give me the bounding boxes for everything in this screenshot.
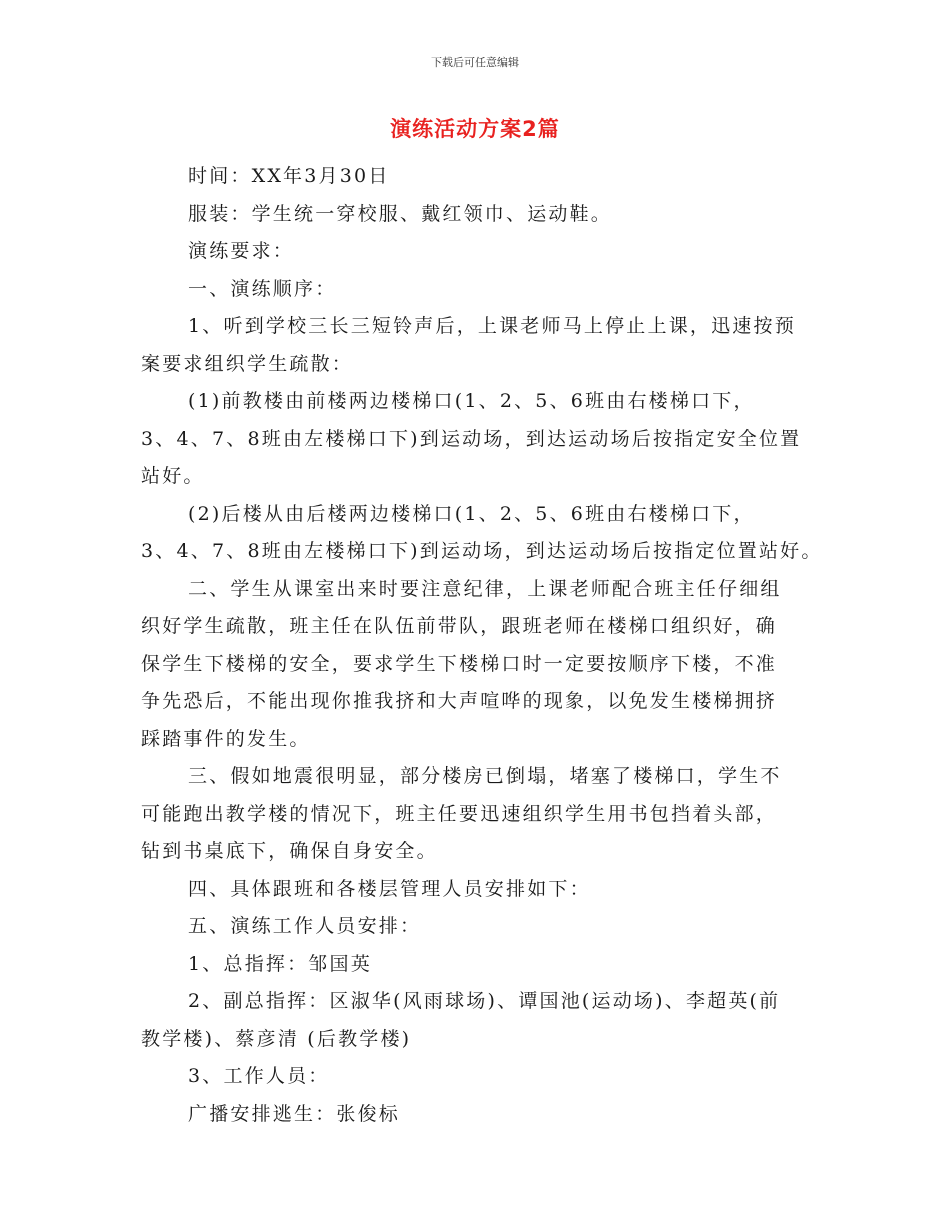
body-text-line: 1、总指挥：邹国英 — [188, 952, 372, 975]
body-text-line: 教学楼)、蔡彦清 (后教学楼) — [141, 1027, 412, 1050]
body-text-line: 3、4、7、8班由左楼梯口下)到运动场，到达运动场后按指定安全位置 — [141, 427, 802, 450]
body-text-line: 站好。 — [141, 465, 205, 487]
body-text-line: 二、学生从课室出来时要注意纪律，上课老师配合班主任仔细组 — [188, 577, 782, 600]
body-text-line: 钻到书桌底下，确保自身安全。 — [141, 840, 438, 862]
body-text-line: 织好学生疏散，班主任在队伍前带队，跟班老师在楼梯口组织好，确 — [141, 615, 778, 637]
body-text-line: 2、副总指挥：区淑华(风雨球场)、谭国池(运动场)、李超英(前 — [188, 990, 781, 1012]
body-text-line: 可能跑出教学楼的情况下，班主任要迅速组织学生用书包挡着头部， — [141, 802, 778, 825]
body-text-line: 广播安排逃生：张俊标 — [188, 1102, 401, 1125]
document-body — [141, 158, 831, 1133]
body-text-line: (2)后楼从由后楼两边楼梯口(1、2、5、6班由右楼梯口下， — [188, 502, 755, 525]
body-text-line: 保学生下楼梯的安全，要求学生下楼梯口时一定要按顺序下楼，不准 — [141, 652, 778, 675]
body-text-line: 五、演练工作人员安排： — [188, 915, 422, 937]
body-text-line: 踩踏事件的发生。 — [141, 727, 311, 750]
body-text-line: 案要求组织学生疏散： — [141, 352, 354, 375]
body-text-line: 三、假如地震很明显，部分楼房已倒塌，堵塞了楼梯口，学生不 — [188, 765, 782, 787]
header-note: 下载后可任意编辑 — [431, 56, 519, 69]
body-text-line: 四、具体跟班和各楼层管理人员安排如下： — [188, 877, 591, 900]
body-text-line: 争先恐后，不能出现你推我挤和大声喧哗的现象，以免发生楼梯拥挤 — [141, 690, 778, 712]
body-text-line: 时间：XX年3月30日 — [188, 165, 390, 187]
body-text-line: 服装：学生统一穿校服、戴红领巾、运动鞋。 — [188, 202, 613, 225]
body-text-line: 3、4、7、8班由左楼梯口下)到运动场，到达运动场后按指定位置站好。 — [141, 540, 823, 562]
body-text-line: 1、听到学校三长三短铃声后，上课老师马上停止上课，迅速按预 — [188, 315, 796, 337]
body-text-line: 一、演练顺序： — [188, 277, 337, 300]
body-text-line: 3、工作人员： — [188, 1065, 330, 1087]
body-text-line: 演练要求： — [188, 240, 295, 262]
body-text-line: (1)前教楼由前楼两边楼梯口(1、2、5、6班由右楼梯口下， — [188, 390, 755, 412]
document-title: 演练活动方案2篇 — [390, 117, 560, 141]
